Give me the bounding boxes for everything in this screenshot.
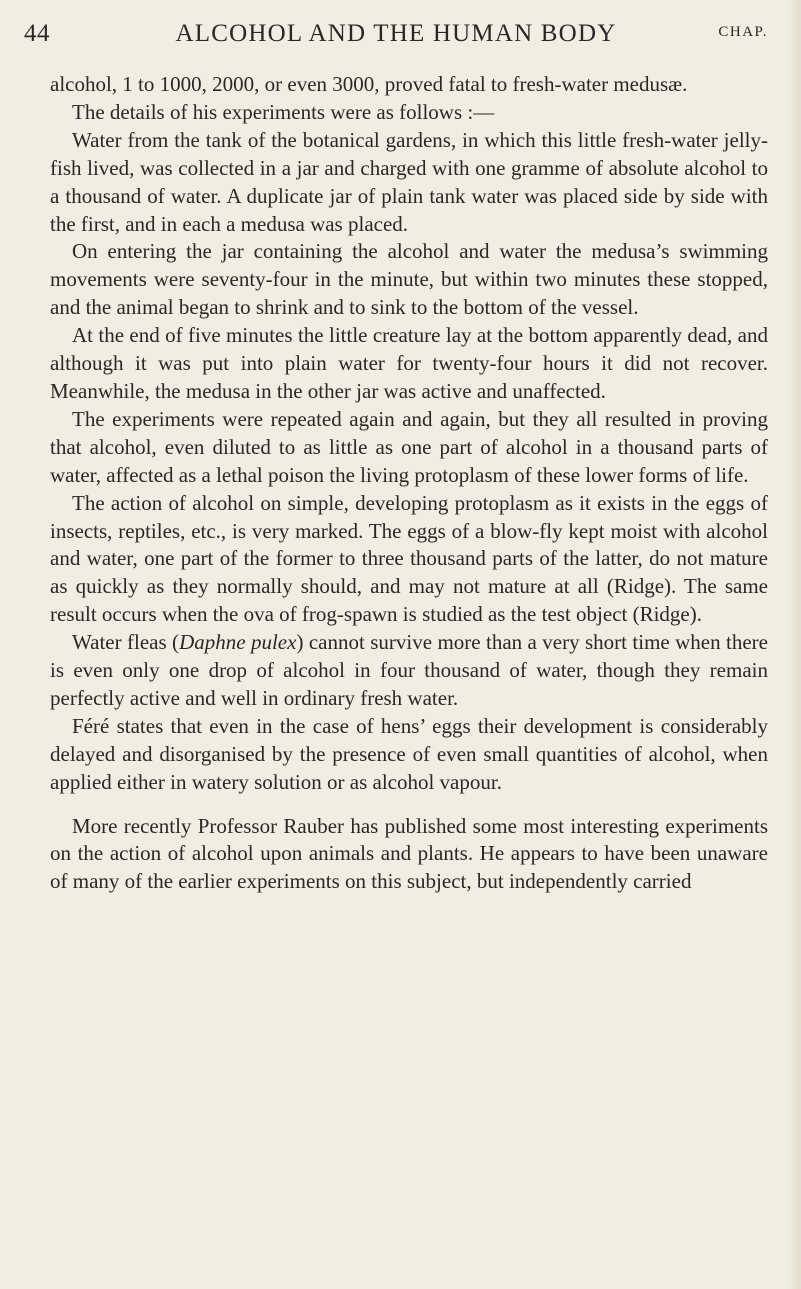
paragraph-eggs-insects: The action of alcohol on simple, developing protoplasm as it exists in the eggs of insects, reptiles, etc., is very marked. The eggs of a blow-fly kept moist with alcohol and water, one part of the former to three thousand parts of the latter, do not mature as quickly as they normally should, and may not mature at all (Ridge). The same result occurs when the ova of frog-spawn is studied as the test object (Ridge). — [50, 490, 768, 627]
page-number: 44 — [24, 20, 50, 47]
paragraph-details-intro: The details of his experiments were as follows :— — [72, 99, 495, 124]
paragraph-water-jar: Water from the tank of the botanical gardens, in which this little fresh-water jelly-fish lived, was collected in a jar and charged with one gramme of absolute alcohol to a thousand of water. A duplicate jar of plain tank water was placed side by side with the first, and in each a medusa was placed. — [50, 127, 768, 236]
paragraph-rauber: More recently Professor Rauber has published some most interesting experiments on the action of alcohol upon animals and plants. He appears to have been unaware of many of the earlier experiments on this subject, but independently carried — [50, 813, 768, 894]
paragraph-water-fleas — [50, 629, 768, 713]
running-title: ALCOHOL AND THE HUMAN BODY — [175, 20, 617, 47]
running-header — [24, 20, 768, 60]
paragraph-experiments-repeated: The experiments were repeated again and again, but they all resulted in proving that alcohol, even diluted to as little as one part of alcohol in a thousand parts of water, affected as a lethal poison the living protoplasm of these lower forms of life. — [50, 406, 768, 487]
paragraph-fere-hens-eggs: Féré states that even in the case of hens’ eggs their development is considerably delayed and disorganised by the presence of even small quantities of alcohol, when applied either in watery solution or as alcohol vapour. — [50, 713, 768, 794]
water-fleas-text-after: ) cannot survive more than a very short time when there is even only one drop of alcohol in four thousand of water, though they remain perfectly active and well in ordinary fresh water. — [50, 630, 768, 710]
chapter-abbreviation: CHAP. — [718, 24, 768, 40]
page-edge-shadow — [787, 0, 801, 1289]
water-fleas-text-before: Water fleas ( — [72, 630, 180, 655]
paragraph-medusa-swimming: On entering the jar containing the alcohol and water the medusa’s swimming movements were seventy-four in the minute, but within two minutes these stopped, and the animal began to shrink and to sink to the bottom of the vessel. — [50, 239, 768, 320]
body-text — [50, 71, 768, 896]
species-name-italic: Daphne pulex — [179, 630, 297, 655]
paragraph-five-minutes: At the end of five minutes the little creature lay at the bottom apparently dead, and although it was put into plain water for twenty-four hours it did not recover. Meanwhile, the medusa in the other jar was active and unaffected. — [50, 323, 768, 403]
paragraph-continuation: alcohol, 1 to 1000, 2000, or even 3000, proved fatal to fresh-water medusæ. — [50, 72, 688, 96]
